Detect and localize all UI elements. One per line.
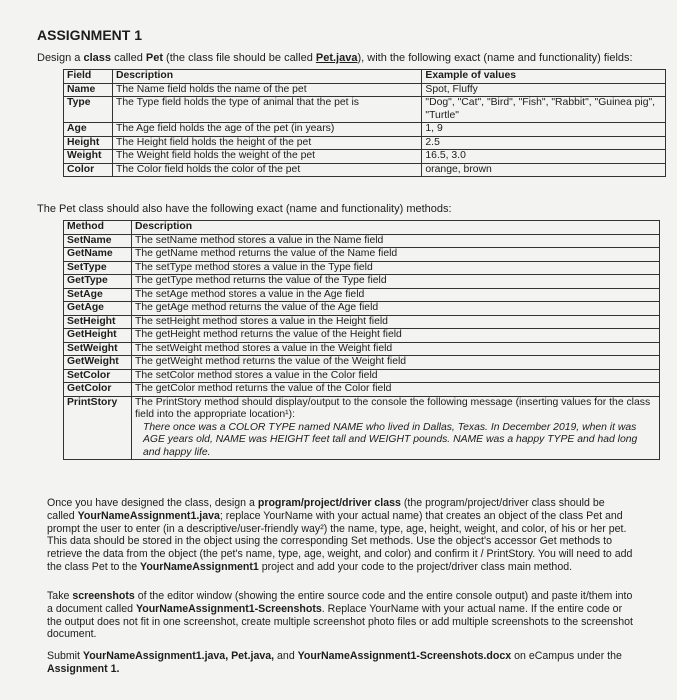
field-example: 16.5, 3.0 bbox=[422, 150, 666, 164]
paragraph-bold: program/project/driver class bbox=[257, 497, 401, 509]
paragraph-text: Submit bbox=[47, 650, 83, 662]
paragraph-text: ; replace YourName with your actual name) that creates an object of the class Pet and prompt the user to enter (in a descriptive/user-friendly way²) the name, type, age, height, weight, and color, of his or her pet. This data should be stored in the object using the corresponding Set methods. Use the object's accessor Get methods to retrieve the data from the object (the pet's name, type, age, weight, and color) and confirm it / PrintStory. You will need to add the class Pet to the bbox=[47, 509, 633, 573]
method-description: The getHeight method returns the value of the Height field bbox=[131, 329, 659, 343]
method-name: SetAge bbox=[64, 288, 132, 302]
page-title: ASSIGNMENT 1 bbox=[37, 27, 143, 43]
field-example: 2.5 bbox=[422, 136, 666, 150]
paragraph-bold: screenshots bbox=[72, 590, 135, 602]
paragraph-text: (the program/project/driver class should be called bbox=[47, 497, 605, 522]
table-row bbox=[64, 302, 660, 316]
paragraph-text: Once you have designed the class, design a bbox=[47, 497, 258, 509]
field-example: 1, 9 bbox=[422, 123, 666, 137]
field-example: Spot, Fluffy bbox=[422, 83, 666, 97]
paragraph-text: project and add your code to the project/driver class main method. bbox=[258, 560, 573, 573]
fields-header-row bbox=[64, 70, 666, 84]
paragraph-text: on eCampus under the bbox=[511, 650, 622, 662]
table-row bbox=[64, 383, 660, 397]
method-name: SetType bbox=[64, 261, 132, 275]
field-description: The Weight field holds the weight of the pet bbox=[112, 150, 421, 164]
column-header: Method bbox=[64, 221, 132, 235]
field-description: The Age field holds the age of the pet (in years) bbox=[112, 123, 421, 137]
paragraph-bold: Assignment 1. bbox=[47, 662, 120, 675]
screenshots-paragraph bbox=[47, 590, 635, 641]
table-row bbox=[64, 288, 660, 302]
field-name: Age bbox=[64, 123, 113, 137]
instructions-paragraph bbox=[47, 497, 635, 574]
method-description: The getWeight method returns the value of the Weight field bbox=[131, 356, 659, 370]
method-name: GetAge bbox=[64, 302, 132, 316]
table-row bbox=[64, 315, 660, 329]
paragraph-bold: YourNameAssignment1.java, Pet.java, bbox=[82, 650, 275, 662]
method-description bbox=[131, 396, 659, 460]
submit-paragraph bbox=[47, 650, 635, 676]
method-name: GetName bbox=[64, 248, 132, 262]
field-description: The Name field holds the name of the pet bbox=[112, 83, 421, 97]
field-name: Name bbox=[64, 83, 113, 97]
method-name: GetColor bbox=[64, 383, 132, 397]
paragraph-text: and bbox=[274, 650, 298, 662]
intro-pet-word: Pet bbox=[145, 52, 163, 64]
method-name: GetWeight bbox=[64, 356, 132, 370]
table-row bbox=[64, 234, 660, 248]
method-description: The getType method returns the value of the Type field bbox=[131, 275, 659, 289]
paragraph-text: Take bbox=[47, 590, 73, 602]
methods-header-row bbox=[64, 221, 660, 235]
table-row bbox=[64, 275, 660, 289]
table-row bbox=[64, 356, 660, 370]
table-row bbox=[64, 136, 666, 150]
table-row bbox=[64, 329, 660, 343]
field-name: Height bbox=[64, 136, 113, 150]
intro-text: (the class file should be called bbox=[163, 52, 316, 64]
method-description: The setWeight method stores a value in the Weight field bbox=[131, 342, 659, 356]
table-row bbox=[64, 261, 660, 275]
method-name: SetName bbox=[64, 234, 132, 248]
column-header: Description bbox=[112, 70, 421, 84]
table-row bbox=[64, 83, 666, 97]
table-row bbox=[64, 163, 666, 177]
field-description: The Color field holds the color of the pet bbox=[112, 163, 421, 177]
fields-table bbox=[63, 69, 666, 177]
table-row bbox=[64, 369, 660, 383]
field-description: The Height field holds the height of the pet bbox=[112, 136, 421, 150]
column-header: Example of values bbox=[422, 70, 666, 84]
field-example: orange, brown bbox=[422, 163, 666, 177]
method-name: PrintStory bbox=[64, 396, 132, 460]
method-description: The setType method stores a value in the Type field bbox=[131, 261, 659, 275]
field-description: The Type field holds the type of animal that the pet is bbox=[112, 97, 421, 123]
field-name: Color bbox=[64, 163, 113, 177]
intro-text: ), with the following exact (name and functionality) fields: bbox=[357, 52, 633, 64]
table-row bbox=[64, 342, 660, 356]
method-description: The getColor method returns the value of the Color field bbox=[131, 383, 659, 397]
methods-intro: The Pet class should also have the following exact (name and functionality) methods: bbox=[37, 203, 452, 215]
method-description: The getName method returns the value of the Name field bbox=[131, 248, 659, 262]
method-description: The setColor method stores a value in the Color field bbox=[131, 369, 659, 383]
field-example: "Dog", "Cat", "Bird", "Fish", "Rabbit", "Guinea pig", "Turtle" bbox=[422, 97, 666, 123]
intro-class-word: class bbox=[83, 52, 112, 64]
table-row bbox=[64, 248, 660, 262]
methods-table bbox=[63, 220, 660, 460]
table-row bbox=[64, 123, 666, 137]
method-name: GetHeight bbox=[64, 329, 132, 343]
paragraph-bold: YourNameAssignment1 bbox=[140, 560, 259, 573]
column-header: Field bbox=[64, 70, 113, 84]
paragraph-bold: YourNameAssignment1-Screenshots.docx bbox=[297, 650, 512, 662]
method-name: SetHeight bbox=[64, 315, 132, 329]
paragraph-bold: YourNameAssignment1-Screenshots bbox=[135, 602, 322, 615]
method-name: SetWeight bbox=[64, 342, 132, 356]
method-name: GetType bbox=[64, 275, 132, 289]
paragraph-text: . Replace YourName with your actual name. If the entire code or the output does not fit in one screenshot, create multiple screenshot photo files or add multiple screenshots to the screenshot document. bbox=[47, 602, 633, 641]
column-header: Description bbox=[131, 221, 659, 235]
method-description: The setName method stores a value in the Name field bbox=[131, 234, 659, 248]
field-name: Type bbox=[64, 97, 113, 123]
printstory-description: The PrintStory method should display/output to the console the following message (inserting values for the class field into the appropriate location¹): bbox=[134, 396, 651, 420]
method-description: The setAge method stores a value in the Age field bbox=[131, 288, 659, 302]
method-description: The getAge method returns the value of the Age field bbox=[131, 302, 659, 316]
method-description: The setHeight method stores a value in the Height field bbox=[131, 315, 659, 329]
table-row bbox=[64, 150, 666, 164]
method-name: SetColor bbox=[64, 369, 132, 383]
intro-text: called bbox=[111, 52, 146, 64]
paragraph-text: of the editor window (showing the entire source code and the entire console output) and paste it/them into a document called bbox=[47, 590, 633, 615]
field-name: Weight bbox=[64, 150, 113, 164]
table-row-printstory bbox=[64, 396, 660, 460]
table-row bbox=[64, 97, 666, 123]
intro-filename: Pet.java bbox=[315, 52, 358, 64]
fields-intro bbox=[37, 52, 633, 64]
paragraph-bold: YourNameAssignment1.java bbox=[77, 509, 220, 522]
intro-text: Design a bbox=[37, 52, 84, 64]
printstory-message: There once was a COLOR TYPE named NAME who lived in Dallas, Texas. In December 2019, when it was AGE years old, NAME was HEIGHT feet tall and WEIGHT pounds. NAME was a happy TYPE and had long and happy life. bbox=[142, 421, 638, 458]
